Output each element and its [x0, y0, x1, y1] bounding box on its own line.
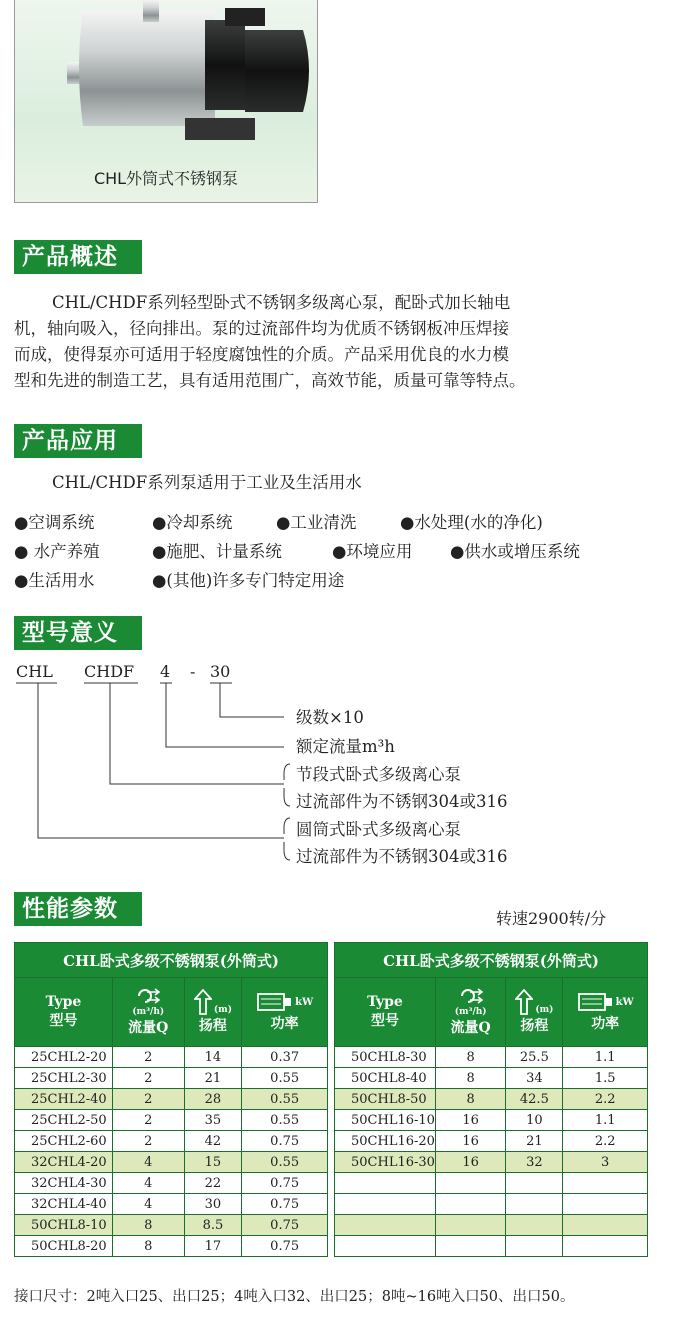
model-explain-flow: 额定流量m³h	[296, 737, 395, 756]
cell-flow: 8	[435, 1068, 505, 1089]
model-explain-chl-material: 过流部件为不锈钢304或316	[296, 847, 508, 866]
cell-flow: 8	[112, 1215, 184, 1236]
table-row	[335, 1236, 648, 1257]
flow-icon	[458, 987, 484, 1005]
cell-power: 3	[563, 1152, 648, 1173]
head-arrow-icon	[194, 989, 212, 1015]
section-heading-overview: 产品概述	[14, 240, 142, 274]
cell-flow: 8	[112, 1236, 184, 1257]
table-row	[335, 1173, 648, 1194]
cell-model: 50CHL8-40	[335, 1068, 436, 1089]
col-power: kW 功率	[242, 978, 328, 1047]
cell-power: 0.75	[242, 1131, 328, 1152]
table-row	[15, 1215, 328, 1236]
bullet-item: ●供水或增压系统	[450, 542, 580, 561]
model-part-stages: 30	[210, 662, 231, 681]
table-title: CHL卧式多级不锈钢泵(外筒式)	[15, 943, 328, 978]
cell-head: 21	[506, 1131, 563, 1152]
cell-head: 35	[184, 1110, 242, 1131]
col-flow: (m³/h) 流量Q	[112, 978, 184, 1047]
cell-head: 14	[184, 1047, 242, 1068]
cell-power: 0.37	[242, 1047, 328, 1068]
bullet-item: ●生活用水	[14, 571, 95, 590]
cell-model: 25CHL2-50	[15, 1110, 113, 1131]
table-row	[15, 1194, 328, 1215]
cell-power: 0.55	[242, 1110, 328, 1131]
cell-flow	[435, 1173, 505, 1194]
cell-head: 15	[184, 1152, 242, 1173]
table-row	[15, 1152, 328, 1173]
cell-flow: 2	[112, 1110, 184, 1131]
cell-flow: 4	[112, 1152, 184, 1173]
cell-flow	[435, 1215, 505, 1236]
cell-model: 25CHL2-40	[15, 1089, 113, 1110]
table-row	[15, 1131, 328, 1152]
overview-line: CHL/CHDF系列轻型卧式不锈钢多级离心泵，配卧式加长轴电	[52, 293, 511, 312]
cell-head: 8.5	[184, 1215, 242, 1236]
motor-icon	[577, 991, 615, 1013]
bullet-item: ●空调系统	[14, 513, 95, 532]
model-part-chl: CHL	[16, 662, 53, 681]
cell-power: 1.1	[563, 1047, 648, 1068]
table-row	[15, 1173, 328, 1194]
cell-model: 50CHL16-20	[335, 1131, 436, 1152]
model-part-chdf: CHDF	[84, 662, 135, 681]
col-head: (m) 扬程	[506, 978, 563, 1047]
table-row	[15, 1068, 328, 1089]
overview-line: 机，轴向吸入，径向排出。泵的过流部件均为优质不锈钢板冲压焊接	[14, 319, 509, 338]
model-connector-lines	[0, 640, 320, 880]
cell-flow: 2	[112, 1068, 184, 1089]
product-photo	[14, 0, 318, 203]
cell-head	[506, 1236, 563, 1257]
cell-power: 2.2	[563, 1131, 648, 1152]
cell-head: 42.5	[506, 1089, 563, 1110]
cell-head: 17	[184, 1236, 242, 1257]
col-type: Type 型号	[335, 978, 436, 1047]
cell-head: 30	[184, 1194, 242, 1215]
table-row	[15, 1089, 328, 1110]
cell-head: 42	[184, 1131, 242, 1152]
cell-model: 50CHL16-10	[335, 1110, 436, 1131]
table-row	[15, 1236, 328, 1257]
cell-flow: 2	[112, 1047, 184, 1068]
section-heading-model: 型号意义	[14, 616, 142, 650]
table-title: CHL卧式多级不锈钢泵(外筒式)	[335, 943, 648, 978]
cell-model	[335, 1194, 436, 1215]
cell-model: 32CHL4-40	[15, 1194, 113, 1215]
cell-head: 28	[184, 1089, 242, 1110]
bullet-item: ●环境应用	[332, 542, 413, 561]
cell-flow	[435, 1194, 505, 1215]
table-row	[335, 1047, 648, 1068]
performance-table-left	[14, 942, 328, 1257]
cell-flow: 4	[112, 1173, 184, 1194]
cell-model	[335, 1236, 436, 1257]
cell-head: 34	[506, 1068, 563, 1089]
model-explain-chl: 圆筒式卧式多级离心泵	[296, 820, 461, 839]
table-row	[335, 1194, 648, 1215]
cell-power: 1.1	[563, 1110, 648, 1131]
cell-model: 50CHL8-50	[335, 1089, 436, 1110]
bullet-item: ●施肥、计量系统	[152, 542, 282, 561]
cell-flow: 2	[112, 1089, 184, 1110]
cell-flow: 4	[112, 1194, 184, 1215]
bullet-item: ● 水产养殖	[14, 542, 100, 561]
cell-flow: 8	[435, 1047, 505, 1068]
cell-power	[563, 1173, 648, 1194]
overview-paragraph	[14, 290, 694, 394]
table-row	[335, 1089, 648, 1110]
col-flow: (m³/h) 流量Q	[435, 978, 505, 1047]
cell-power: 0.55	[242, 1068, 328, 1089]
cell-model: 25CHL2-60	[15, 1131, 113, 1152]
col-type: Type 型号	[15, 978, 113, 1047]
cell-flow: 8	[435, 1089, 505, 1110]
cell-power	[563, 1194, 648, 1215]
cell-flow: 16	[435, 1110, 505, 1131]
head-arrow-icon	[515, 989, 533, 1015]
cell-head: 21	[184, 1068, 242, 1089]
cell-power: 0.55	[242, 1089, 328, 1110]
cell-power: 2.2	[563, 1089, 648, 1110]
cell-power: 0.75	[242, 1215, 328, 1236]
table-row	[15, 1047, 328, 1068]
section-heading-application: 产品应用	[14, 424, 142, 458]
cell-head	[506, 1194, 563, 1215]
table-row	[15, 1110, 328, 1131]
cell-model	[335, 1173, 436, 1194]
cell-power	[563, 1236, 648, 1257]
col-head: (m) 扬程	[184, 978, 242, 1047]
cell-flow	[435, 1236, 505, 1257]
table-row	[335, 1215, 648, 1236]
table-row	[335, 1131, 648, 1152]
cell-head	[506, 1173, 563, 1194]
cell-flow: 2	[112, 1131, 184, 1152]
bullet-item: ●水处理(水的净化)	[400, 513, 543, 532]
rotation-speed: 转速2900转/分	[496, 909, 607, 928]
section-heading-performance: 性能参数	[14, 892, 142, 926]
model-part-dash: -	[190, 662, 196, 681]
overview-line: 而成，使得泵亦可适用于轻度腐蚀性的介质。产品采用优良的水力模	[14, 345, 509, 364]
table-row	[335, 1110, 648, 1131]
table-row	[335, 1152, 648, 1173]
application-intro: CHL/CHDF系列泵适用于工业及生活用水	[52, 473, 362, 492]
cell-model: 50CHL8-20	[15, 1236, 113, 1257]
cell-head	[506, 1215, 563, 1236]
cell-model: 32CHL4-30	[15, 1173, 113, 1194]
col-power: kW 功率	[563, 978, 648, 1047]
cell-model: 50CHL8-30	[335, 1047, 436, 1068]
cell-model: 25CHL2-20	[15, 1047, 113, 1068]
performance-table-right	[334, 942, 648, 1257]
cell-model: 50CHL16-30	[335, 1152, 436, 1173]
bullet-item: ●(其他)许多专门特定用途	[152, 571, 345, 590]
connection-size-note: 接口尺寸：2吨入口25、出口25；4吨入口32、出口25；8吨~16吨入口50、出口50。	[14, 1289, 575, 1305]
cell-head: 25.5	[506, 1047, 563, 1068]
bullet-item: ●工业清洗	[276, 513, 357, 532]
bullet-item: ●冷却系统	[152, 513, 233, 532]
cell-model	[335, 1215, 436, 1236]
cell-power	[563, 1215, 648, 1236]
cell-flow: 16	[435, 1152, 505, 1173]
cell-model: 32CHL4-20	[15, 1152, 113, 1173]
cell-power: 1.5	[563, 1068, 648, 1089]
table-row	[335, 1068, 648, 1089]
cell-head: 10	[506, 1110, 563, 1131]
photo-caption: CHL外筒式不锈钢泵	[93, 169, 239, 188]
flow-icon	[135, 987, 161, 1005]
model-explain-stages: 级数×10	[296, 708, 364, 727]
cell-model: 25CHL2-30	[15, 1068, 113, 1089]
model-part-flow: 4	[160, 662, 171, 681]
cell-head: 22	[184, 1173, 242, 1194]
model-explain-chdf: 节段式卧式多级离心泵	[296, 765, 461, 784]
cell-power: 0.75	[242, 1173, 328, 1194]
model-explain-chdf-material: 过流部件为不锈钢304或316	[296, 792, 508, 811]
cell-power: 0.55	[242, 1152, 328, 1173]
cell-head: 32	[506, 1152, 563, 1173]
cell-flow: 16	[435, 1131, 505, 1152]
cell-model: 50CHL8-10	[15, 1215, 113, 1236]
motor-icon	[256, 991, 294, 1013]
cell-power: 0.75	[242, 1236, 328, 1257]
overview-line: 型和先进的制造工艺，具有适用范围广，高效节能，质量可靠等特点。	[14, 371, 526, 390]
cell-power: 0.75	[242, 1194, 328, 1215]
pump-image	[65, 0, 315, 140]
application-bullets	[14, 508, 694, 598]
